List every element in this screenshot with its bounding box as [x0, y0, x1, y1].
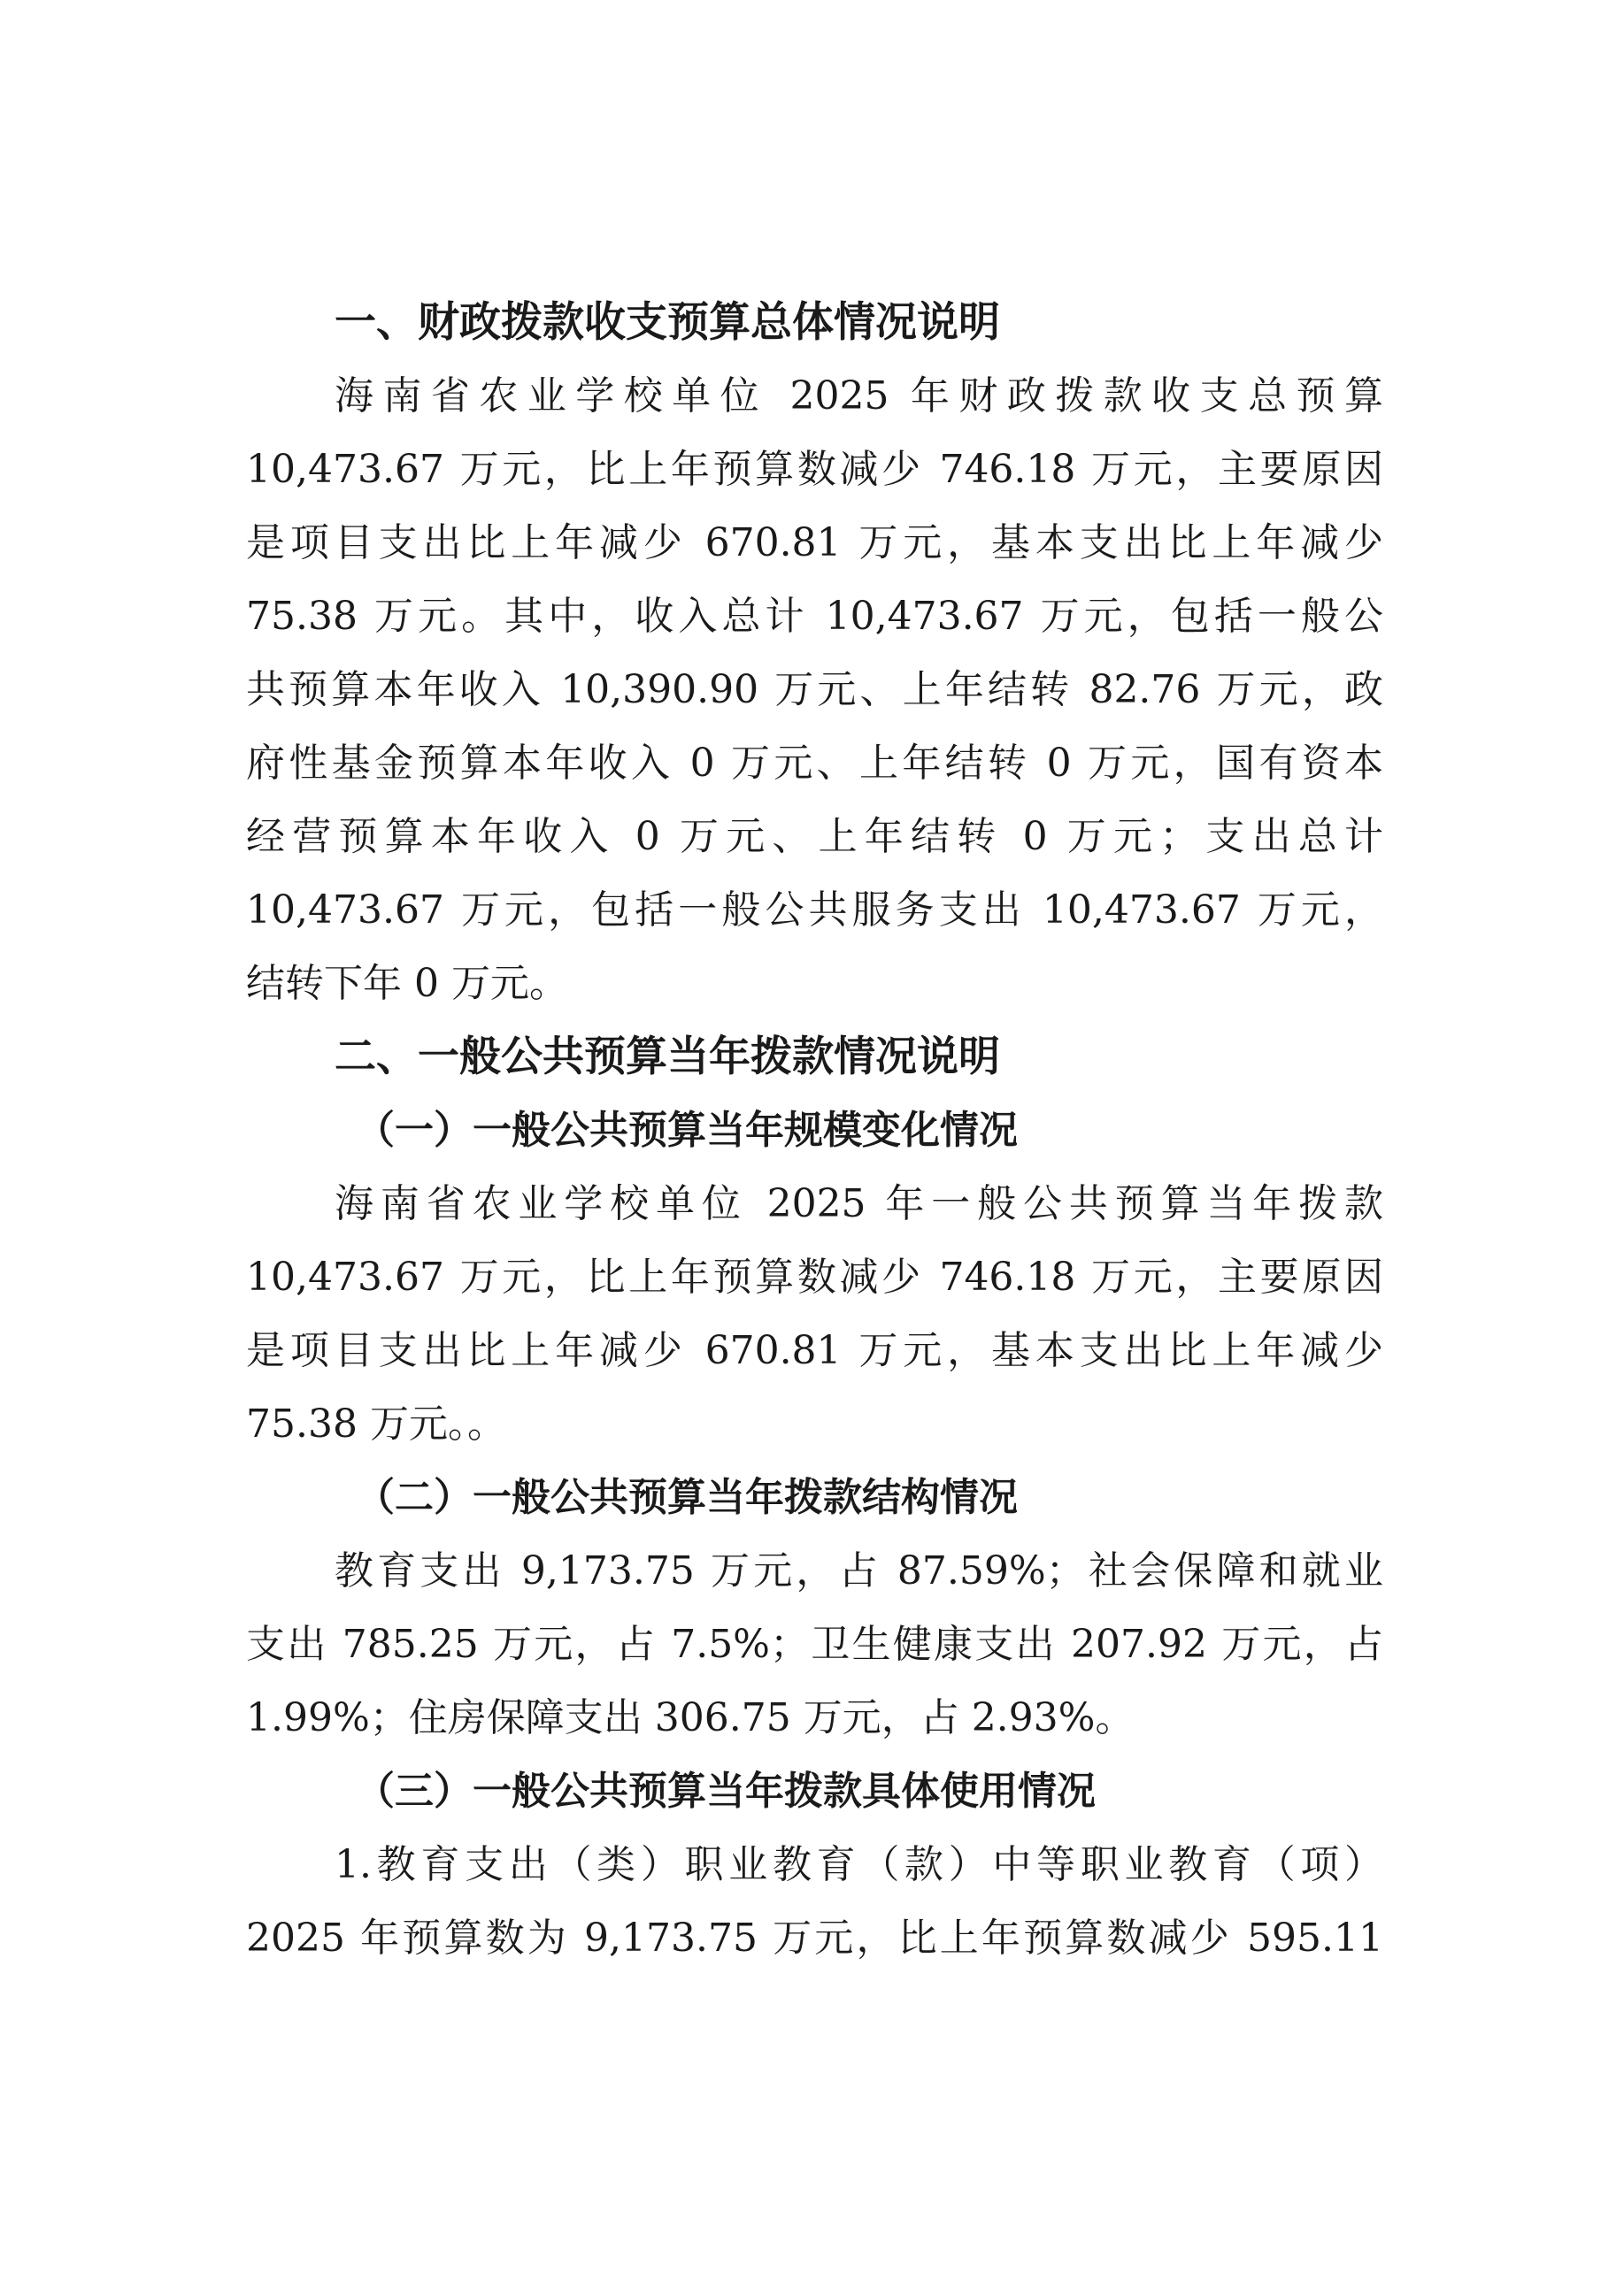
- section-heading-1: 一、财政拨款收支预算总体情况说明: [335, 298, 1000, 347]
- paragraph-line: 10,473.67 万元，比上年预算数减少 746.18 万元，主要原因: [246, 447, 1383, 492]
- paragraph-line: 共预算本年收入 10,390.90 万元、上年结转 82.76 万元，政: [246, 667, 1383, 712]
- paragraph-line: 10,473.67 万元，包括一般公共服务支出 10,473.67 万元，: [246, 887, 1383, 933]
- paragraph-line: 教育支出 9,173.75 万元，占 87.59%；社会保障和就业: [335, 1548, 1383, 1593]
- subsection-heading-3: （三）一般公共预算当年拨款具体使用情况: [356, 1769, 1096, 1814]
- subsection-heading-2: （二）一般公共预算当年拨款结构情况: [356, 1475, 1018, 1520]
- paragraph-line: 75.38 万元。其中，收入总计 10,473.67 万元，包括一般公: [246, 594, 1383, 639]
- paragraph-line: 海南省农业学校单位 2025 年一般公共预算当年拨款: [335, 1181, 1383, 1226]
- paragraph-line: 10,473.67 万元，比上年预算数减少 746.18 万元，主要原因: [246, 1255, 1383, 1300]
- paragraph-line: 2025 年预算数为 9,173.75 万元，比上年预算数减少 595.11: [246, 1916, 1383, 1961]
- subsection-heading-1: （一）一般公共预算当年规模变化情况: [356, 1108, 1018, 1153]
- section-heading-2: 二、一般公共预算当年拨款情况说明: [335, 1033, 1000, 1081]
- paragraph-line: 是项目支出比上年减少 670.81 万元，基本支出比上年减少: [246, 520, 1383, 565]
- paragraph-line: 1.99%；住房保障支出 306.75 万元，占 2.93%。: [246, 1695, 1135, 1740]
- paragraph-line: 支出 785.25 万元，占 7.5%；卫生健康支出 207.92 万元，占: [246, 1622, 1383, 1667]
- paragraph-line: 75.38 万元。。: [246, 1401, 506, 1447]
- paragraph-line: 1.教育支出（类）职业教育（款）中等职业教育（项）: [335, 1842, 1383, 1887]
- paragraph-line: 经营预算本年收入 0 万元、上年结转 0 万元；支出总计: [246, 814, 1383, 859]
- paragraph-line: 海南省农业学校单位 2025 年财政拨款收支总预算: [335, 373, 1383, 419]
- paragraph-line: 结转下年 0 万元。: [246, 961, 568, 1006]
- paragraph-line: 是项目支出比上年减少 670.81 万元，基本支出比上年减少: [246, 1328, 1383, 1373]
- paragraph-line: 府性基金预算本年收入 0 万元、上年结转 0 万元，国有资本: [246, 741, 1383, 786]
